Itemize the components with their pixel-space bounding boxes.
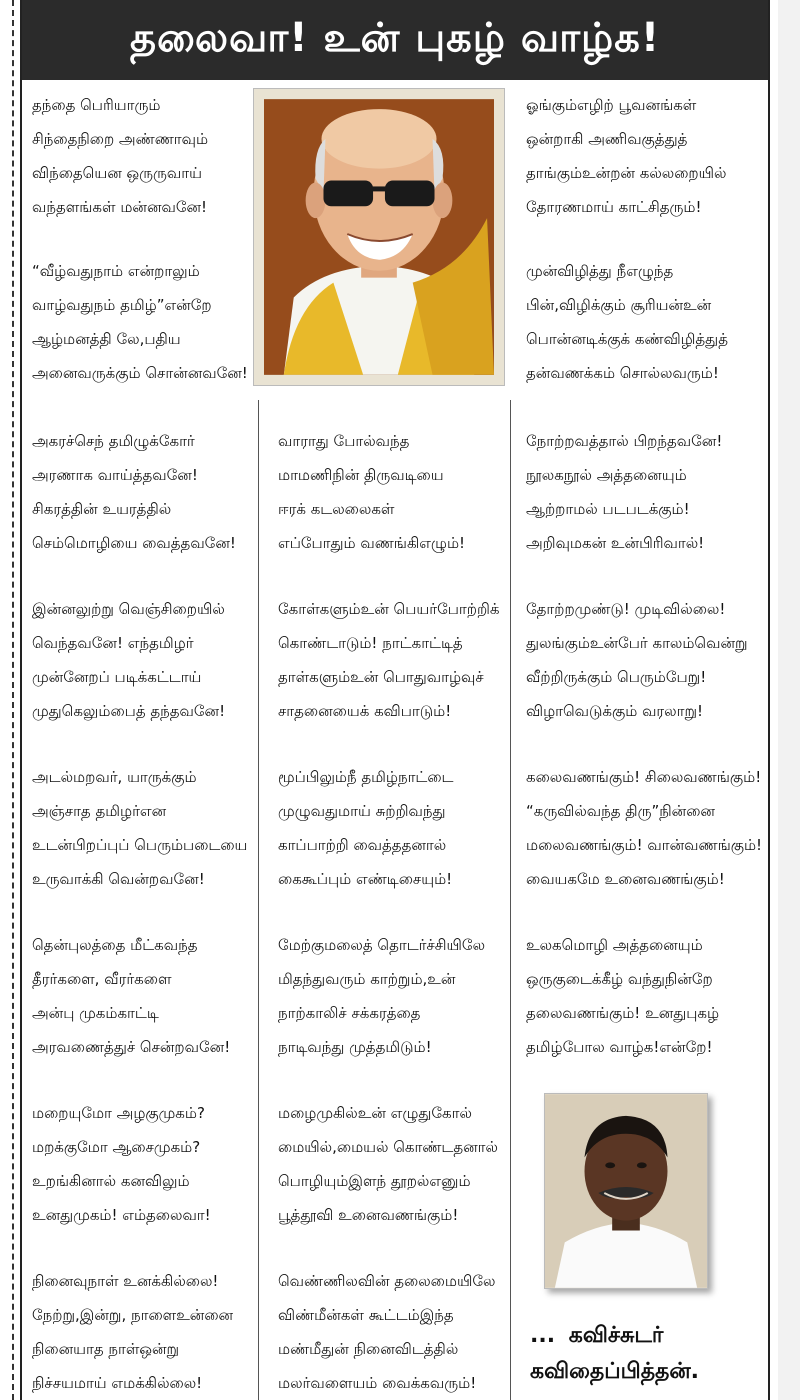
poem-line: வந்தளங்கள் மன்னவனே! (32, 198, 208, 216)
stanza-c2-2 (278, 592, 518, 728)
poem-line: நாற்காலிச் சக்கரத்தை (278, 1004, 421, 1022)
poem-line: வெந்தவனே! எந்தமிழர் (32, 634, 194, 652)
poem-line: அகரச்செந் தமிழுக்கோர் (32, 432, 195, 450)
poem-line: பூத்தூவி உனைவணங்கும்! (278, 1206, 459, 1224)
poem-line: மழைமுகில்உன் எழுதுகோல் (278, 1104, 472, 1122)
stanza-c2-3 (278, 760, 518, 896)
poem-line: நினைவுநாள் உனக்கில்லை! (32, 1272, 219, 1290)
poem-line: தோரணமாய் காட்சிதரும்! (526, 198, 702, 216)
poem-line: அரணாக வாய்த்தவனே! (32, 466, 198, 484)
poem-line: கொண்டாடும்! நாட்காட்டித் (278, 634, 463, 652)
left-column-border (0, 0, 14, 1400)
stanza-c3-3 (526, 424, 766, 560)
stanza-c1-5 (32, 760, 272, 896)
stanza-c1-1 (32, 88, 272, 224)
poem-line: தோற்றமுண்டு! முடிவில்லை! (526, 600, 726, 618)
poem-line: தன்வணக்கம் சொல்லவரும்! (526, 364, 719, 382)
poem-line: கோள்களும்உன் பெயர்போற்றிக் (278, 600, 500, 618)
poem-line: சிகரத்தின் உயரத்தில் (32, 500, 172, 518)
poem-line: உருவாக்கி வென்றவனே! (32, 870, 205, 888)
poem-line: வெண்ணிலவின் தலைமையிலே (278, 1272, 496, 1290)
poem-line: ஆற்றாமல் படபடக்கும்! (526, 500, 690, 518)
stanza-c2-4 (278, 928, 518, 1064)
poem-line: மிதந்துவரும் காற்றும்,உன் (278, 970, 456, 988)
poem-line: வாராது போல்வந்த (278, 432, 410, 450)
poem-line: மலர்வளையம் வைக்கவரும்! (278, 1374, 477, 1392)
poem-line: வையகமே உனைவணங்கும்! (526, 870, 725, 888)
poem-line: முதுகெலும்பைத் தந்தவனே! (32, 702, 226, 720)
poet-portrait-image (545, 1094, 707, 1288)
poet-title: கவிச்சுடர் (568, 1323, 664, 1348)
poem-line: ஒருகுடைக்கீழ் வந்துநின்றே (526, 970, 713, 988)
poem-line: மலைவணங்கும்! வான்வணங்கும்! (526, 836, 763, 854)
poem-line: மறையுமோ அழகுமுகம்? (32, 1104, 205, 1122)
poem-line: உனதுமுகம்! எம்தலைவா! (32, 1206, 211, 1224)
poem-line: மாமணிநின் திருவடியை (278, 466, 444, 484)
poem-line: சாதனையைக் கவிபாடும்! (278, 702, 452, 720)
poem-line: இன்னலுற்று வெஞ்சிறையில் (32, 600, 225, 618)
poem-line: ஆழ்மனத்தி லே,பதிய (32, 330, 181, 348)
poem-line: நினையாத நாள்ஒன்று (32, 1340, 180, 1358)
poem-line: நோற்றவத்தால் பிறந்தவனே! (526, 432, 723, 450)
stanza-c1-4 (32, 592, 272, 728)
poem-line: மேற்குமலைத் தொடர்ச்சியிலே (278, 936, 486, 954)
poem-line: அரவணைத்துச் சென்றவனே! (32, 1038, 231, 1056)
poem-line: விழாவெடுக்கும் வரலாறு! (526, 702, 704, 720)
poem-line: எப்போதும் வணங்கிஎழும்! (278, 534, 466, 552)
stanza-c3-2 (526, 254, 766, 390)
stanza-c2-1 (278, 424, 518, 560)
poem-line: நிச்சயமாய் எமக்கில்லை! (32, 1374, 203, 1392)
poem-line: சிந்தைநிறை அண்ணாவும் (32, 130, 209, 148)
poem-line: தாங்கும்உன்றன் கல்லறையில் (526, 164, 727, 182)
poem-line: தலைவணங்கும்! உனதுபுகழ் (526, 1004, 720, 1022)
poem-line: உலகமொழி அத்தனையும் (526, 936, 703, 954)
poem-line: மண்மீதுன் நினைவிடத்தில் (278, 1340, 459, 1358)
poem-line: முழுவதுமாய் சுற்றிவந்து (278, 802, 446, 820)
poem-line: தந்தை பெரியாரும் (32, 96, 161, 114)
poem-line: முன்னேறப் படிக்கட்டாய் (32, 668, 202, 686)
poem-line: தமிழ்போல வாழ்க!என்றே! (526, 1038, 713, 1056)
poem-line: தென்புலத்தை மீட்கவந்த (32, 936, 198, 954)
stanza-c2-5 (278, 1096, 518, 1232)
stanza-c1-8 (32, 1264, 272, 1400)
poem-line: பின்,விழிக்கும் சூரியன்உன் (526, 296, 712, 314)
poem-line: உறங்கினால் கனவிலும் (32, 1172, 190, 1190)
poem-line: விந்தையென ஒருருவாய் (32, 164, 202, 182)
poem-line: ஒன்றாகி அணிவகுத்துத் (526, 130, 688, 148)
poem-line: தாள்களும்உன் பொதுவாழ்வுச் (278, 668, 484, 686)
poem-line: மையில்,மையல் கொண்டதனால் (278, 1138, 498, 1156)
poet-name: கவிதைப்பித்தன். (530, 1359, 700, 1384)
leader-portrait-image (264, 99, 494, 375)
poem-line: அறிவுமகன் உன்பிரிவால்! (526, 534, 705, 552)
poem-line: கலைவணங்கும்! சிலைவணங்கும்! (526, 768, 762, 786)
stanza-c1-6 (32, 928, 272, 1064)
stanza-c2-6 (278, 1264, 518, 1400)
poem-line: செம்மொழியை வைத்தவனே! (32, 534, 236, 552)
poem-line: அனைவருக்கும் சொன்னவனே! (32, 364, 248, 382)
poem-line: கைகூப்பும் எண்டிசையும்! (278, 870, 453, 888)
poem-line: வாழ்வதுநம் தமிழ்”என்றே (32, 296, 212, 314)
right-margin (778, 0, 800, 1400)
poet-credit (530, 1318, 760, 1390)
ellipsis: ... (530, 1323, 556, 1348)
headline: தலைவா! உன் புகழ் வாழ்க! (22, 0, 768, 80)
stanza-c3-1 (526, 88, 766, 224)
stanza-c3-4 (526, 592, 766, 728)
poem-line: ஓங்கும்எழிற் பூவனங்கள் (526, 96, 697, 114)
poem-line: பொழியும்இளந் தூறல்எனும் (278, 1172, 471, 1190)
leader-photo (253, 88, 505, 386)
poet-credit-line-1 (530, 1318, 760, 1354)
poem-line: முன்விழித்து நீஎழுந்த (526, 262, 674, 280)
poem-line: “வீழ்வதுநாம் என்றாலும் (32, 262, 200, 280)
poem-line: அன்பு முகம்காட்டி (32, 1004, 159, 1022)
poem-line: மறக்குமோ ஆசைமுகம்? (32, 1138, 201, 1156)
poem-line: மூப்பிலும்நீ தமிழ்நாட்டை (278, 768, 454, 786)
poem-line: அடல்மறவர், யாருக்கும் (32, 768, 197, 786)
stanza-c1-2 (32, 254, 272, 390)
poem-line: உடன்பிறப்புப் பெரும்படையை (32, 836, 248, 854)
stanza-c3-6 (526, 928, 766, 1064)
poem-line: வீற்றிருக்கும் பெரும்பேறு! (526, 668, 707, 686)
poem-line: ஈரக் கடலலைகள் (278, 500, 395, 518)
poem-line: விண்மீன்கள் கூட்டம்இந்த (278, 1306, 454, 1324)
poem-line: நூலகநூல் அத்தனையும் (526, 466, 687, 484)
poem-line: காப்பாற்றி வைத்ததனால் (278, 836, 447, 854)
stanza-c1-3 (32, 424, 272, 560)
poem-line: துலங்கும்உன்பேர் காலம்வென்று (526, 634, 748, 652)
stanza-c1-7 (32, 1096, 272, 1232)
poem-line: நாடிவந்து முத்தமிடும்! (278, 1038, 432, 1056)
poem-line: பொன்னடிக்குக் கண்விழித்துத் (526, 330, 728, 348)
poem-line: தீரர்களை, வீரர்களை (32, 970, 172, 988)
poet-photo (544, 1093, 708, 1289)
poem-line: நேற்று,இன்று, நாளைஉன்னை (32, 1306, 234, 1324)
poem-line: “கருவில்வந்த திரு”நின்னை (526, 802, 715, 820)
stanza-c3-5 (526, 760, 766, 896)
poem-line: அஞ்சாத தமிழர்என (32, 802, 167, 820)
